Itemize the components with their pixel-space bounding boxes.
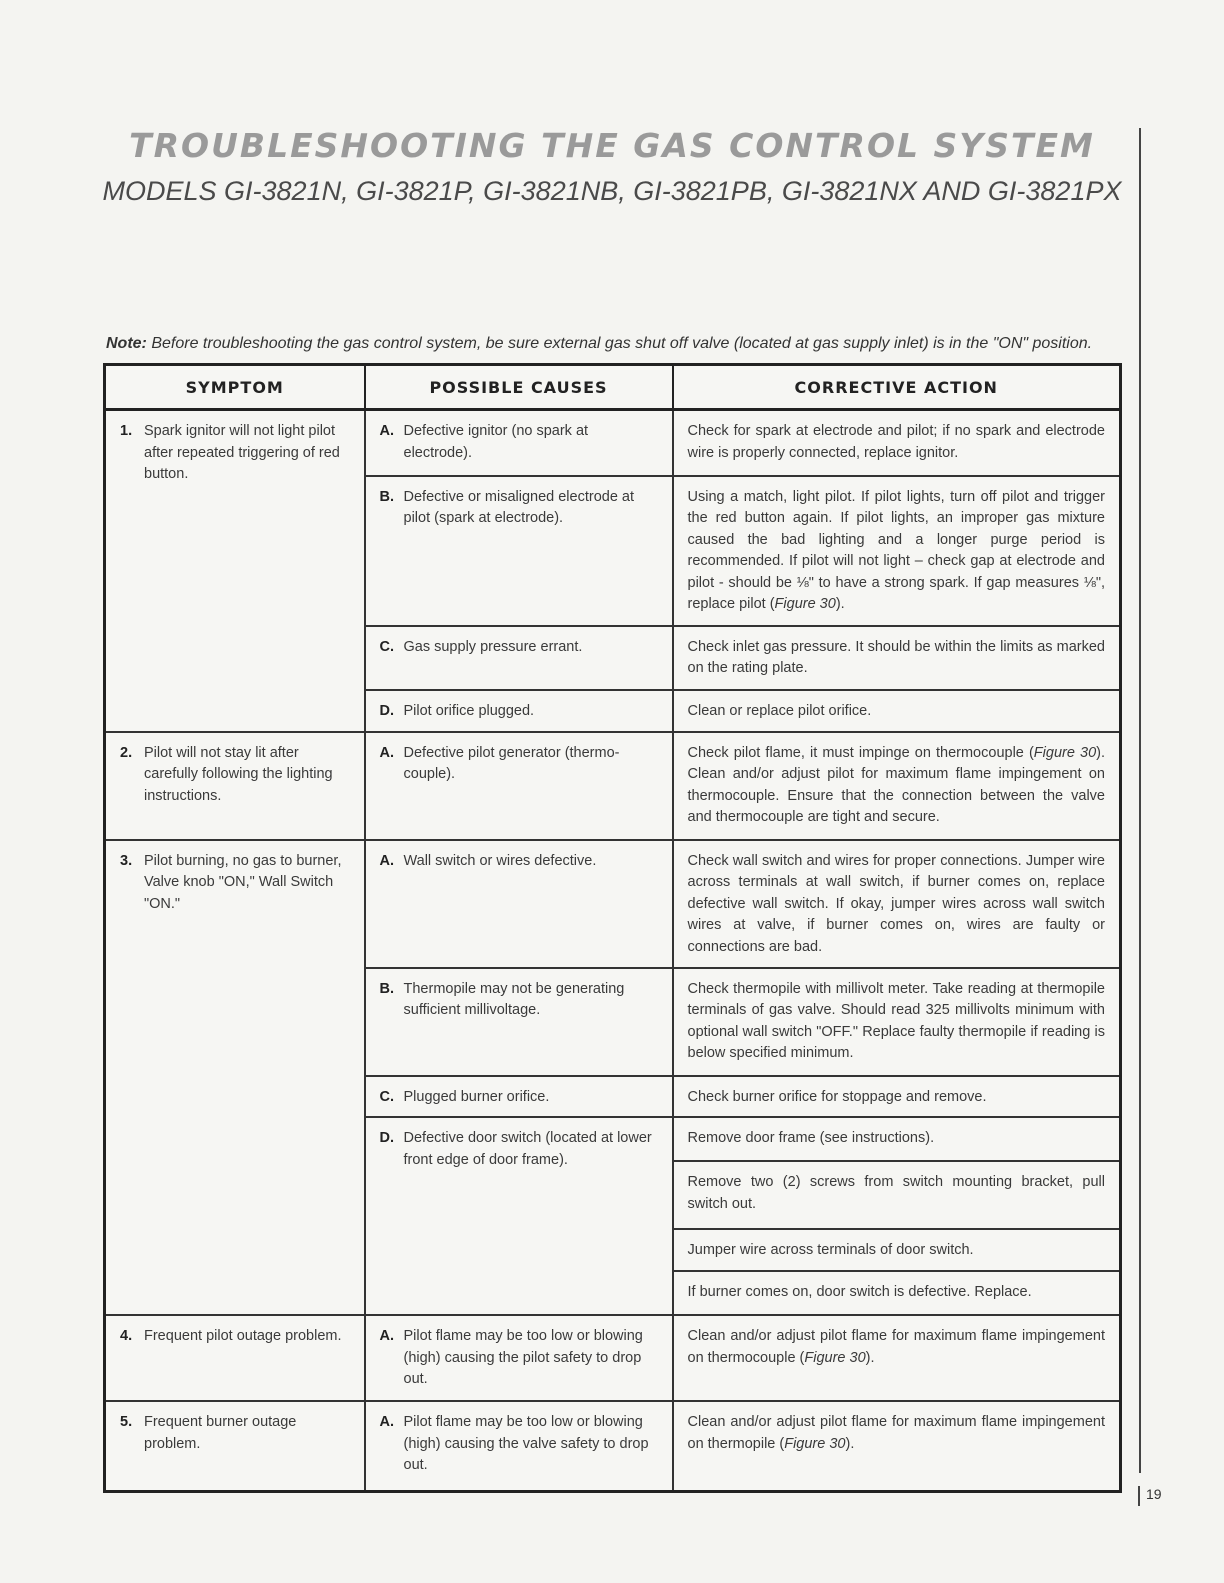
cause-letter: D.	[379, 702, 394, 719]
symptom-text: Pilot burning, no gas to burner, Valve knob "ON," Wall Switch "ON."	[144, 852, 342, 912]
symptom-number: 2.	[120, 744, 133, 761]
troubleshooting-table	[103, 363, 1122, 1493]
symptom-cell	[105, 1401, 365, 1491]
cause-letter: B.	[379, 980, 394, 997]
header-symptom: SYMPTOM	[105, 365, 365, 410]
symptom-number: 1.	[120, 423, 133, 440]
table-row	[105, 732, 1121, 840]
cause-letter: C.	[379, 638, 394, 655]
cause-text: Defective pilot generator (thermo-couple).	[403, 744, 620, 783]
action-cell: Check wall switch and wires for proper connections. Jumper wire across terminals at wall switch, if burner comes on, replace defective wall switch. If okay, jumper wires across wall switch wires at valve, if burner comes on, wires are faulty or connections are bad.	[673, 840, 1121, 968]
symptom-text: Spark ignitor will not light pilot after repeated triggering of red button.	[144, 423, 340, 483]
figure-reference: Figure 30	[1033, 744, 1097, 761]
cause-letter: C.	[379, 1088, 394, 1105]
action-text-end: ). Clean and/or adjust pilot for maximum flame impingement on thermocouple. Ensure that the connection between the valve and thermocouple are tight and secure.	[687, 744, 1105, 826]
action-cell	[673, 1401, 1121, 1491]
cause-cell	[365, 1315, 673, 1401]
cause-cell	[365, 1401, 673, 1491]
note-text: Before troubleshooting the gas control system, be sure external gas shut off valve (located at gas supply inlet) is in the "ON" position.	[151, 335, 1093, 352]
table-row	[105, 1401, 1121, 1491]
action-text: Clean and/or adjust pilot flame for maximum flame impingement on thermopile (	[687, 1414, 1105, 1452]
figure-reference: Figure 30	[804, 1349, 866, 1366]
cause-cell	[365, 690, 673, 732]
symptom-number: 4.	[120, 1328, 133, 1345]
header-causes: POSSIBLE CAUSES	[365, 365, 673, 410]
action-cell	[673, 732, 1121, 840]
action-cell: Check for spark at electrode and pilot; if no spark and electrode wire is properly connected, replace ignitor.	[673, 410, 1121, 476]
cause-cell	[365, 1076, 673, 1118]
symptom-cell	[105, 732, 365, 840]
action-text-end: ).	[865, 1349, 875, 1366]
symptom-number: 5.	[120, 1414, 133, 1431]
cause-cell	[365, 410, 673, 476]
symptom-cell	[105, 1315, 365, 1401]
cause-cell	[365, 626, 673, 690]
action-cell: Check inlet gas pressure. It should be within the limits as marked on the rating plate.	[673, 626, 1121, 690]
cause-text: Plugged burner orifice.	[403, 1088, 550, 1105]
header-row	[105, 365, 1121, 410]
page-number: 19	[1138, 1486, 1186, 1506]
cause-text: Defective or misaligned electrode at pilot (spark at electrode).	[403, 488, 635, 527]
cause-letter: A.	[379, 852, 394, 869]
symptom-text: Frequent pilot outage problem.	[144, 1328, 342, 1345]
cause-letter: A.	[379, 744, 394, 761]
cause-cell	[365, 1117, 673, 1315]
cause-cell	[365, 476, 673, 626]
table-row	[105, 410, 1121, 476]
cause-text: Pilot orifice plugged.	[403, 702, 535, 719]
action-cell: Clean or replace pilot orifice.	[673, 690, 1121, 732]
symptom-number: 3.	[120, 852, 133, 869]
symptom-cell	[105, 840, 365, 1316]
cause-cell	[365, 732, 673, 840]
action-text: Clean and/or adjust pilot flame for maximum flame impingement on thermocouple (	[687, 1328, 1105, 1366]
symptom-text: Frequent burner outage problem.	[144, 1414, 297, 1452]
cause-text: Defective door switch (located at lower front edge of door frame).	[403, 1130, 652, 1168]
cause-cell	[365, 840, 673, 968]
cause-text: Pilot flame may be too low or blowing (high) causing the pilot safety to drop out.	[403, 1328, 643, 1388]
cause-text: Pilot flame may be too low or blowing (high) causing the valve safety to drop out.	[403, 1414, 649, 1474]
action-cell: Check burner orifice for stoppage and remove.	[673, 1076, 1121, 1118]
cause-letter: A.	[379, 1414, 394, 1431]
cause-letter: D.	[379, 1130, 394, 1147]
cause-text: Defective ignitor (no spark at electrode).	[403, 423, 589, 461]
action-text: Using a match, light pilot. If pilot lights, turn off pilot and trigger the red button again. If pilot lights, an improper gas mixture caused the bad lighting and a longer purge period is recommended. If pilot will not light – check gap at electrode and pilot - should be ⅛" to have a strong spark. If gap measures ⅛", replace pilot (	[687, 488, 1105, 613]
action-text-end: ).	[835, 596, 845, 613]
action-cell: Remove two (2) screws from switch mounting bracket, pull switch out.	[673, 1161, 1121, 1229]
action-cell	[673, 1315, 1121, 1401]
table-row	[105, 840, 1121, 968]
cause-letter: A.	[379, 1328, 394, 1345]
table-row	[105, 1315, 1121, 1401]
header-action: CORRECTIVE ACTION	[673, 365, 1121, 410]
page-title: TROUBLESHOOTING THE GAS CONTROL SYSTEM	[129, 126, 1095, 165]
cause-text: Gas supply pressure errant.	[403, 638, 583, 655]
figure-reference: Figure 30	[774, 596, 836, 613]
action-cell	[673, 476, 1121, 626]
note	[106, 335, 1136, 353]
action-cell: If burner comes on, door switch is defective. Replace.	[673, 1271, 1121, 1315]
cause-text: Thermopile may not be generating sufficient millivoltage.	[403, 980, 625, 1019]
symptom-cell	[105, 410, 365, 732]
note-label: Note:	[106, 335, 147, 352]
margin-rule	[1139, 128, 1141, 1473]
cause-cell	[365, 968, 673, 1076]
action-text-end: ).	[845, 1435, 855, 1452]
symptom-text: Pilot will not stay lit after carefully following the lighting instructions.	[144, 744, 333, 804]
action-cell: Check thermopile with millivolt meter. Take reading at thermopile terminals of gas valve. Should read 325 millivolts minimum with optional wall switch "OFF." Replace faulty thermopile if reading is below specified minimum.	[673, 968, 1121, 1076]
action-cell: Remove door frame (see instructions).	[673, 1117, 1121, 1161]
action-text: Check pilot flame, it must impinge on thermocouple (	[687, 744, 1034, 761]
cause-letter: B.	[379, 488, 394, 505]
action-cell: Jumper wire across terminals of door switch.	[673, 1229, 1121, 1271]
figure-reference: Figure 30	[784, 1435, 846, 1452]
cause-letter: A.	[379, 423, 394, 440]
cause-text: Wall switch or wires defective.	[403, 852, 597, 869]
page-subtitle: MODELS GI-3821N, GI-3821P, GI-3821NB, GI-3821PB, GI-3821NX AND GI-3821PX	[102, 176, 1122, 206]
